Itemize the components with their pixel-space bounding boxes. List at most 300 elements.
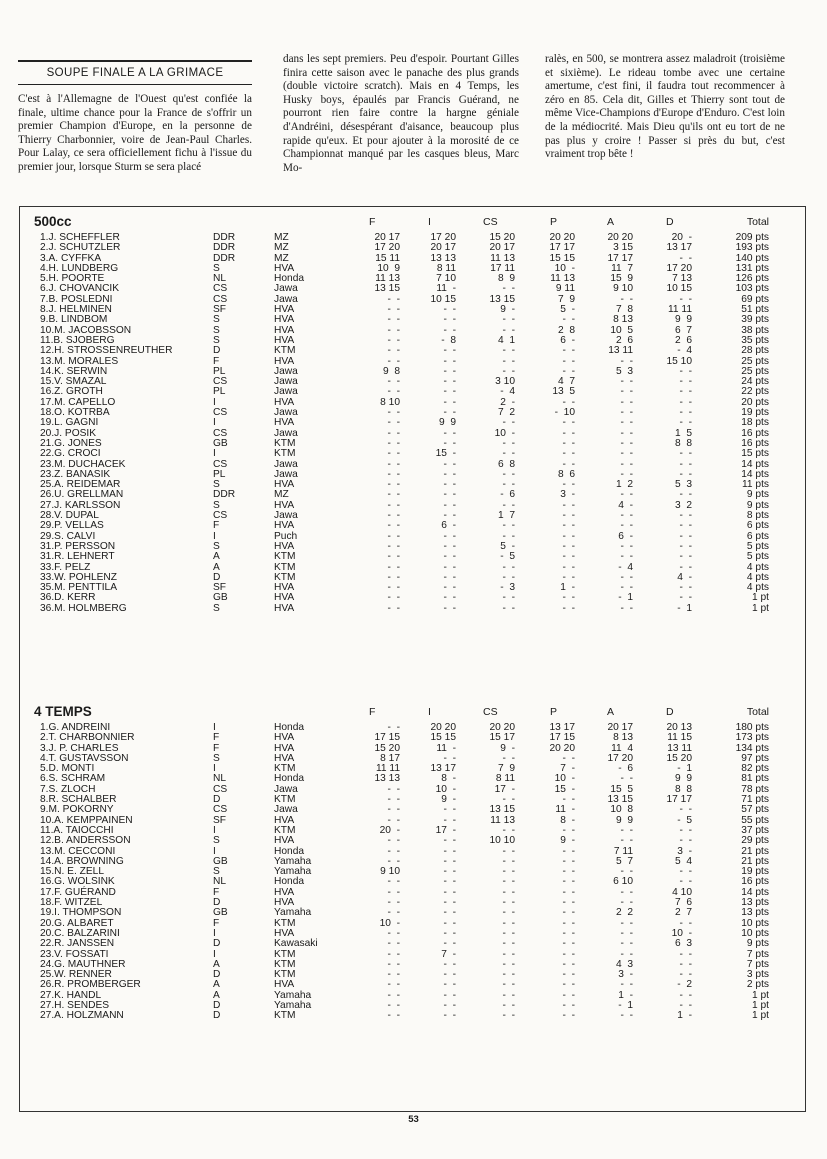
score-a: 2 2 xyxy=(616,907,633,919)
score-f: - - xyxy=(387,989,400,1001)
score-cs: 8 9 xyxy=(498,273,515,285)
score-a: 20 20 xyxy=(607,232,633,243)
score-p: - - xyxy=(562,314,575,326)
score-a: 1 2 xyxy=(616,479,633,491)
country: D xyxy=(213,897,221,909)
make: KTM xyxy=(274,763,296,775)
score-p: - - xyxy=(562,752,575,764)
score-cs: - - xyxy=(502,917,515,929)
score-f: 15 20 xyxy=(374,742,400,754)
score-p: 15 - xyxy=(554,783,575,795)
score-d: - - xyxy=(679,252,692,264)
table-row xyxy=(20,604,807,614)
rider-name: 33.W. POHLENZ xyxy=(40,571,117,583)
make: Jawa xyxy=(274,468,298,480)
make: MZ xyxy=(274,232,289,243)
score-a: 8 13 xyxy=(613,314,633,326)
total-points: 25 pts xyxy=(741,365,769,377)
score-d: 1 5 xyxy=(675,427,692,439)
score-cs: - - xyxy=(502,324,515,336)
score-a: - - xyxy=(620,551,633,563)
score-f: - - xyxy=(387,520,400,532)
rider-name: 36.M. HOLMBERG xyxy=(40,602,127,614)
score-i: - - xyxy=(443,845,456,857)
rider-name: 8.R. SCHALBER xyxy=(40,794,117,806)
rider-name: 18.F. WITZEL xyxy=(40,897,103,909)
make: KTM xyxy=(274,437,296,449)
total-points: 51 pts xyxy=(741,304,769,316)
score-i: - - xyxy=(443,927,456,939)
score-a: - - xyxy=(620,458,633,470)
score-d: 6 7 xyxy=(675,324,692,336)
score-d: - - xyxy=(679,958,692,970)
score-f: - - xyxy=(387,571,400,583)
score-a: - - xyxy=(620,376,633,388)
score-a: - - xyxy=(620,897,633,909)
score-i: - - xyxy=(443,907,456,919)
total-points: 14 pts xyxy=(741,458,769,470)
score-cs: - - xyxy=(502,283,515,295)
total-points: 6 pts xyxy=(746,520,769,532)
score-p: 3 - xyxy=(560,489,575,501)
score-f: - - xyxy=(387,979,400,991)
score-p: - - xyxy=(562,427,575,439)
total-points: 2 pts xyxy=(746,979,769,991)
make: HVA xyxy=(274,417,295,429)
score-p: 1 - xyxy=(560,582,575,594)
score-p: - - xyxy=(562,917,575,929)
score-d: 11 11 xyxy=(668,304,692,316)
country: F xyxy=(213,520,220,532)
rider-name: 13.M. MORALES xyxy=(40,355,119,367)
score-f: - - xyxy=(387,448,400,460)
score-a: - - xyxy=(620,417,633,429)
score-cs: - - xyxy=(502,437,515,449)
score-i: - - xyxy=(443,437,456,449)
score-f: - - xyxy=(387,314,400,326)
score-d: 15 20 xyxy=(666,752,692,764)
country: DDR xyxy=(213,489,236,501)
total-points: 69 pts xyxy=(741,293,769,305)
country: I xyxy=(213,417,216,429)
score-cs: - - xyxy=(502,886,515,898)
total-points: 131 pts xyxy=(735,262,769,274)
score-p: - - xyxy=(562,876,575,888)
score-p: - - xyxy=(562,479,575,491)
make: HVA xyxy=(274,479,295,491)
make: MZ xyxy=(274,242,289,254)
score-f: 8 10 xyxy=(380,396,400,408)
article-column-1: C'est à l'Allemagne de l'Ouest qu'est confiée la finale, ultime chance pour la France de s'offrir un premier Champion d'Europe, en la personne de Thierry Charbonnier, voire de Jean-Paul Charles. Pour Lalay, ce sera officiellement fichu à l'issue du premier jour, lorsque Sturm se sera placé xyxy=(18,93,252,173)
make: KTM xyxy=(274,824,296,836)
score-p: 7 - xyxy=(560,763,575,775)
header-f: F xyxy=(369,706,376,718)
score-a: - 1 xyxy=(618,1000,633,1012)
country: DDR xyxy=(213,252,236,264)
score-d: - - xyxy=(679,293,692,305)
rider-name: 20.J. POSIK xyxy=(40,427,97,439)
country: A xyxy=(213,958,220,970)
make: HVA xyxy=(274,540,295,552)
rider-name: 9.B. LINDBOM xyxy=(40,314,108,326)
score-a: - - xyxy=(620,824,633,836)
score-d: 6 3 xyxy=(675,938,692,950)
score-i: - - xyxy=(443,969,456,981)
total-points: 5 pts xyxy=(746,551,769,563)
score-f: - - xyxy=(387,722,400,733)
rider-name: 8.J. HELMINEN xyxy=(40,304,112,316)
score-a: 10 5 xyxy=(610,324,633,336)
score-cs: - - xyxy=(502,592,515,604)
score-d: 13 17 xyxy=(666,242,692,254)
score-d: 5 3 xyxy=(675,479,692,491)
total-points: 9 pts xyxy=(746,489,769,501)
score-a: - - xyxy=(620,386,633,398)
rider-name: 6.S. SCHRAM xyxy=(40,773,106,785)
make: KTM xyxy=(274,345,296,357)
heading-rule-top xyxy=(18,60,252,62)
rider-name: 15.N. E. ZELL xyxy=(40,866,104,878)
score-a: - - xyxy=(620,396,633,408)
score-i: - - xyxy=(443,561,456,573)
score-cs: - - xyxy=(502,561,515,573)
total-points: 97 pts xyxy=(741,752,769,764)
total-points: 7 pts xyxy=(746,948,769,960)
score-a: - - xyxy=(620,293,633,305)
make: KTM xyxy=(274,948,296,960)
make: HVA xyxy=(274,732,295,744)
section-header-row xyxy=(20,215,807,229)
total-points: 16 pts xyxy=(741,427,769,439)
score-cs: - - xyxy=(502,794,515,806)
score-cs: 11 13 xyxy=(490,814,515,826)
country: F xyxy=(213,886,220,898)
make: HVA xyxy=(274,897,295,909)
rider-name: 25.A. REIDEMAR xyxy=(40,479,121,491)
total-points: 24 pts xyxy=(741,376,769,388)
score-cs: 20 17 xyxy=(489,242,515,254)
make: HVA xyxy=(274,602,295,614)
country: S xyxy=(213,540,220,552)
score-p: - - xyxy=(562,969,575,981)
total-points: 9 pts xyxy=(746,499,769,511)
score-a: 17 20 xyxy=(607,752,633,764)
score-a: - - xyxy=(620,835,633,847)
make: HVA xyxy=(274,886,295,898)
rider-name: 27.A. HOLZMANN xyxy=(40,1010,124,1022)
rider-name: 13.M. CECCONI xyxy=(40,845,116,857)
total-points: 37 pts xyxy=(741,824,769,836)
section-title: 500cc xyxy=(34,214,72,229)
score-d: 10 - xyxy=(671,927,692,939)
rider-name: 6.J. CHOVANCIK xyxy=(40,283,120,295)
section-500cc xyxy=(20,215,807,614)
country: CS xyxy=(213,804,228,816)
score-d: - - xyxy=(679,917,692,929)
make: KTM xyxy=(274,969,296,981)
score-i: 11 - xyxy=(436,742,456,754)
score-cs: 20 20 xyxy=(489,722,515,733)
score-a: - - xyxy=(620,510,633,522)
score-cs: 6 8 xyxy=(498,458,515,470)
score-p: - - xyxy=(562,886,575,898)
rider-name: 11.B. SJOBERG xyxy=(40,334,115,346)
score-a: 13 15 xyxy=(607,794,633,806)
rider-name: 16.Z. GROTH xyxy=(40,386,103,398)
make: KTM xyxy=(274,917,296,929)
total-points: 1 pt xyxy=(752,1000,769,1012)
score-a: - - xyxy=(620,866,633,878)
total-points: 18 pts xyxy=(741,417,769,429)
country: GB xyxy=(213,907,228,919)
score-f: - - xyxy=(387,386,400,398)
score-i: 8 11 xyxy=(436,262,456,274)
score-a: - - xyxy=(620,979,633,991)
rider-name: 33.F. PELZ xyxy=(40,561,91,573)
score-d: 15 10 xyxy=(666,355,692,367)
score-d: - - xyxy=(679,835,692,847)
country: CS xyxy=(213,376,228,388)
rider-name: 31.R. LEHNERT xyxy=(40,551,115,563)
score-cs: - - xyxy=(502,448,515,460)
score-i: - - xyxy=(443,804,456,816)
score-cs: - - xyxy=(502,602,515,614)
make: KTM xyxy=(274,561,296,573)
country: S xyxy=(213,752,220,764)
score-i: 20 17 xyxy=(430,242,456,254)
total-points: 21 pts xyxy=(741,855,769,867)
country: A xyxy=(213,979,220,991)
score-f: - - xyxy=(387,479,400,491)
score-f: 17 20 xyxy=(374,242,400,254)
total-points: 209 pts xyxy=(735,232,769,243)
score-a: - - xyxy=(620,427,633,439)
score-cs: - - xyxy=(502,314,515,326)
score-d: - - xyxy=(679,804,692,816)
score-f: - - xyxy=(387,334,400,346)
make: HVA xyxy=(274,814,295,826)
score-d: - - xyxy=(679,989,692,1001)
score-a: - - xyxy=(620,773,633,785)
make: Yamaha xyxy=(274,1000,312,1012)
country: PL xyxy=(213,468,226,480)
country: I xyxy=(213,845,216,857)
country: CS xyxy=(213,510,228,522)
total-points: 4 pts xyxy=(746,561,769,573)
score-a: 20 17 xyxy=(607,722,633,733)
score-i: - - xyxy=(443,835,456,847)
country: S xyxy=(213,499,220,511)
score-f: - - xyxy=(387,794,400,806)
score-i: - - xyxy=(443,304,456,316)
rider-name: 12.B. ANDERSSON xyxy=(40,835,131,847)
total-points: 134 pts xyxy=(735,742,769,754)
country: F xyxy=(213,355,220,367)
make: Jawa xyxy=(274,386,298,398)
score-d: - - xyxy=(679,520,692,532)
total-points: 35 pts xyxy=(741,334,769,346)
total-points: 3 pts xyxy=(746,969,769,981)
score-p: - - xyxy=(562,979,575,991)
score-i: - - xyxy=(443,407,456,419)
score-d: - - xyxy=(679,824,692,836)
score-cs: - - xyxy=(502,1000,515,1012)
score-f: - - xyxy=(387,427,400,439)
score-d: - - xyxy=(679,948,692,960)
score-cs: - - xyxy=(502,417,515,429)
score-f: - - xyxy=(387,855,400,867)
country: S xyxy=(213,314,220,326)
score-i: - - xyxy=(443,752,456,764)
score-a: 1 - xyxy=(618,989,633,1001)
country: GB xyxy=(213,437,228,449)
make: Jawa xyxy=(274,510,298,522)
country: SF xyxy=(213,582,227,594)
score-i: - - xyxy=(443,1010,456,1022)
score-i: - - xyxy=(443,938,456,950)
score-cs: - - xyxy=(502,479,515,491)
make: Jawa xyxy=(274,804,298,816)
make: HVA xyxy=(274,582,295,594)
make: KTM xyxy=(274,1010,296,1022)
total-points: 14 pts xyxy=(741,468,769,480)
make: HVA xyxy=(274,314,295,326)
country: D xyxy=(213,1010,221,1022)
score-a: 4 - xyxy=(618,499,633,511)
total-points: 29 pts xyxy=(741,835,769,847)
score-cs: - - xyxy=(502,1010,515,1022)
country: S xyxy=(213,479,220,491)
country: NL xyxy=(213,876,227,888)
country: D xyxy=(213,969,221,981)
score-d: - - xyxy=(679,876,692,888)
score-i: - - xyxy=(443,345,456,357)
country: I xyxy=(213,448,216,460)
score-d: 17 17 xyxy=(666,794,692,806)
country: CS xyxy=(213,283,228,295)
score-f: - - xyxy=(387,783,400,795)
score-p: 13 5 xyxy=(552,386,575,398)
score-a: 13 11 xyxy=(608,345,633,357)
make: KTM xyxy=(274,794,296,806)
score-f: - - xyxy=(387,876,400,888)
total-points: 10 pts xyxy=(741,927,769,939)
score-d: - - xyxy=(679,448,692,460)
rider-name: 16.G. WOLSINK xyxy=(40,876,115,888)
country: DDR xyxy=(213,232,236,243)
score-f: 11 13 xyxy=(375,273,400,285)
header-p: P xyxy=(550,706,558,718)
score-cs: 17 - xyxy=(494,783,515,795)
country: NL xyxy=(213,773,227,785)
country: A xyxy=(213,989,220,1001)
total-points: 14 pts xyxy=(741,886,769,898)
score-a: - 1 xyxy=(618,592,633,604)
total-points: 11 pts xyxy=(742,479,769,491)
score-cs: - - xyxy=(502,355,515,367)
rider-name: 3.J. P. CHARLES xyxy=(40,742,119,754)
score-f: - - xyxy=(387,458,400,470)
score-p: 9 - xyxy=(560,835,575,847)
score-f: - - xyxy=(387,376,400,388)
score-p: - - xyxy=(562,561,575,573)
make: Yamaha xyxy=(274,855,312,867)
rider-name: 35.M. PENTTILA xyxy=(40,582,117,594)
make: Honda xyxy=(274,876,305,888)
score-f: 10 - xyxy=(379,917,400,929)
total-points: 4 pts xyxy=(746,571,769,583)
score-i: 10 - xyxy=(435,783,456,795)
score-f: - - xyxy=(387,499,400,511)
score-d: - - xyxy=(679,582,692,594)
score-cs: 2 - xyxy=(500,396,515,408)
total-points: 13 pts xyxy=(741,907,769,919)
rider-name: 23.Z. BANASIK xyxy=(40,468,111,480)
total-points: 9 pts xyxy=(746,938,769,950)
article-column-2: dans les sept premiers. Peu d'espoir. Pourtant Gilles finira cette saison avec le panache des plus grands (double victoire scratch). Mais en 4 Temps, les Husky boys, épaulés par Francis Guérand, ne pourront rien faire contre la hargne géniale d'Andréini, désespérant d'aisance, beaucoup plus rapide qu'eux. Et pour ajouter à la morosité de ce Championnat manqué par les casques bleus, Marc Mo- xyxy=(283,53,519,174)
header-cs: CS xyxy=(483,216,498,228)
score-f: - - xyxy=(387,417,400,429)
score-f: - - xyxy=(387,897,400,909)
score-cs: - - xyxy=(502,948,515,960)
table-row xyxy=(20,1011,807,1021)
country: GB xyxy=(213,855,228,867)
score-p: - - xyxy=(562,989,575,1001)
total-points: 5 pts xyxy=(746,540,769,552)
score-d: 2 7 xyxy=(675,907,692,919)
score-d: 11 15 xyxy=(667,732,692,744)
score-a: - - xyxy=(620,938,633,950)
score-cs: - - xyxy=(502,866,515,878)
total-points: 20 pts xyxy=(741,396,769,408)
score-cs: - - xyxy=(502,345,515,357)
score-a: 17 17 xyxy=(607,252,633,264)
score-p: - - xyxy=(562,510,575,522)
score-cs: - - xyxy=(502,530,515,542)
score-i: 15 - xyxy=(435,448,456,460)
score-p: - - xyxy=(562,1010,575,1022)
total-points: 22 pts xyxy=(741,386,769,398)
score-d: 8 8 xyxy=(675,783,692,795)
score-p: 11 13 xyxy=(550,273,575,285)
score-d: - 5 xyxy=(677,814,692,826)
score-p: 10 - xyxy=(554,262,575,274)
make: HVA xyxy=(274,396,295,408)
country: I xyxy=(213,722,216,733)
make: Yamaha xyxy=(274,907,312,919)
score-d: 5 4 xyxy=(675,855,692,867)
rider-name: 31.P. PERSSON xyxy=(40,540,116,552)
rider-name: 23.M. DUCHACEK xyxy=(40,458,126,470)
score-f: 13 15 xyxy=(374,283,400,295)
score-f: - - xyxy=(387,540,400,552)
score-f: 20 17 xyxy=(374,232,400,243)
score-i: - - xyxy=(443,866,456,878)
score-a: 15 9 xyxy=(610,273,633,285)
score-f: - - xyxy=(387,969,400,981)
score-p: - - xyxy=(562,571,575,583)
header-p: P xyxy=(550,216,558,228)
total-points: 15 pts xyxy=(741,448,769,460)
score-d: - - xyxy=(679,365,692,377)
score-cs: - - xyxy=(502,468,515,480)
make: Jawa xyxy=(274,376,298,388)
score-d: 17 20 xyxy=(666,262,692,274)
score-p: - - xyxy=(562,602,575,614)
score-i: - - xyxy=(443,489,456,501)
score-f: - - xyxy=(387,551,400,563)
score-cs: 10 10 xyxy=(489,835,515,847)
